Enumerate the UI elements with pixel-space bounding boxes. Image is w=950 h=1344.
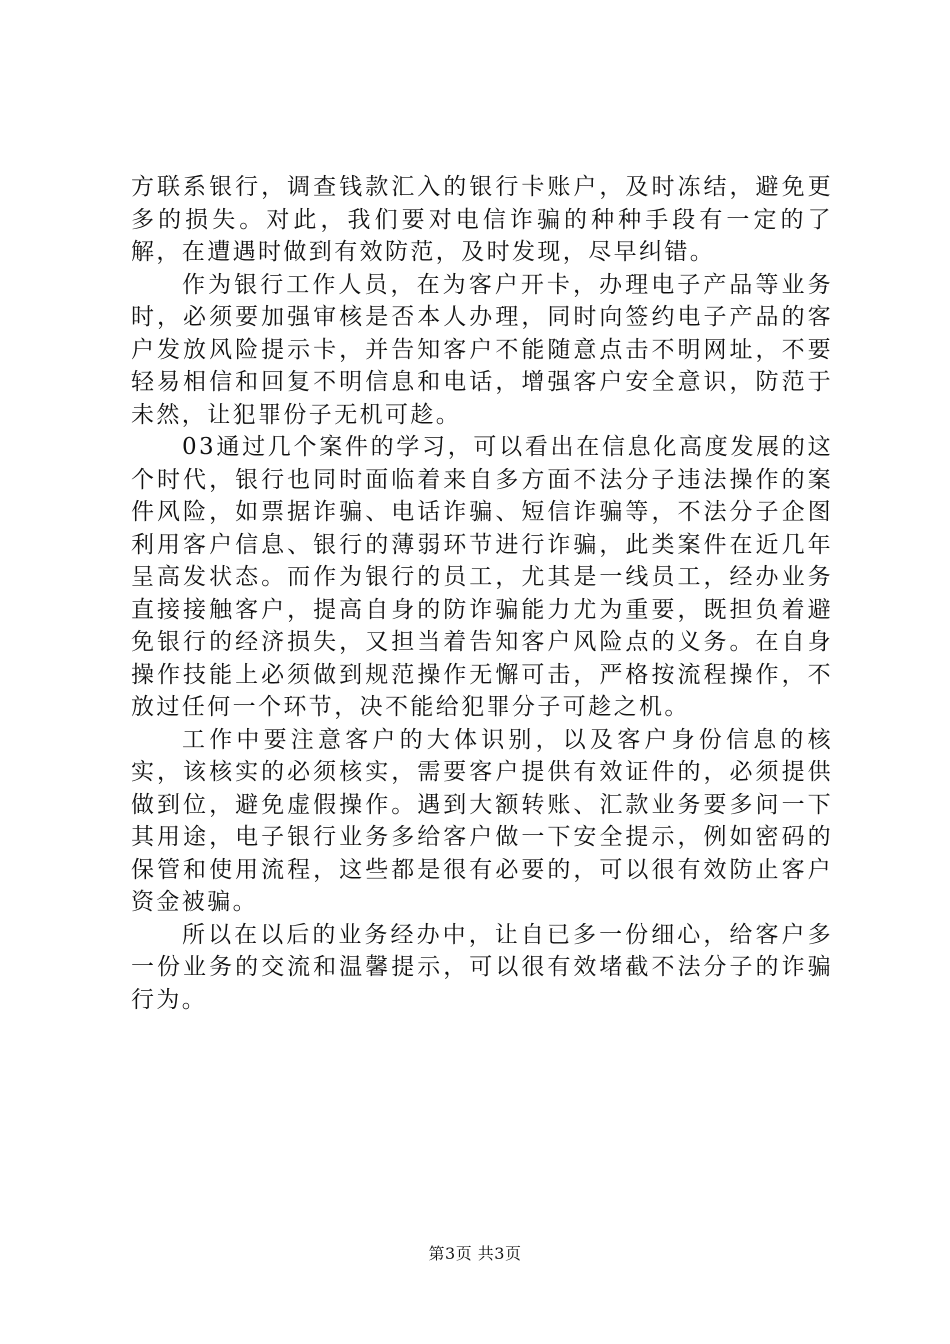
page-footer: 第3页 共3页	[428, 1244, 522, 1263]
document-body	[131, 171, 833, 1016]
paragraph-5: 所以在以后的业务经办中，让自已多一份细心，给客户多一份业务的交流和温馨提示，可以很有效堵截不法分子的诈骗行为。	[131, 921, 833, 1013]
paragraph-2: 作为银行工作人员，在为客户开卡，办理电子产品等业务时，必须要加强审核是否本人办理，同时向签约电子产品的客户发放风险提示卡，并告知客户不能随意点击不明网址，不要轻易相信和回复不明信息和电话，增强客户安全意识，防范于未然，让犯罪份子无机可趁。	[131, 271, 833, 428]
paragraph-4: 工作中要注意客户的大体识别，以及客户身份信息的核实，该核实的必须核实，需要客户提供有效证件的，必须提供做到位，避免虚假操作。遇到大额转账、汇款业务要多问一下其用途，电子银行业务多给客户做一下安全提示，例如密码的保管和使用流程，这些都是很有必要的，可以很有效防止客户资金被骗。	[131, 726, 833, 915]
paragraph-3: 03通过几个案件的学习，可以看出在信息化高度发展的这个时代，银行也同时面临着来自多方面不法分子违法操作的案件风险，如票据诈骗、电话诈骗、短信诈骗等，不法分子企图利用客户信息、银行的薄弱环节进行诈骗，此类案件在近几年呈高发状态。而作为银行的员工，尤其是一线员工，经办业务直接接触客户，提高自身的防诈骗能力尤为重要，既担负着避免银行的经济损失，又担当着告知客户风险点的义务。在自身操作技能上必须做到规范操作无懈可击，严格按流程操作，不放过任何一个环节，决不能给犯罪分子可趁之机。	[131, 434, 833, 720]
paragraph-1: 方联系银行，调查钱款汇入的银行卡账户，及时冻结，避免更多的损失。对此，我们要对电信诈骗的种种手段有一定的了解，在遭遇时做到有效防范，及时发现，尽早纠错。	[131, 174, 833, 265]
